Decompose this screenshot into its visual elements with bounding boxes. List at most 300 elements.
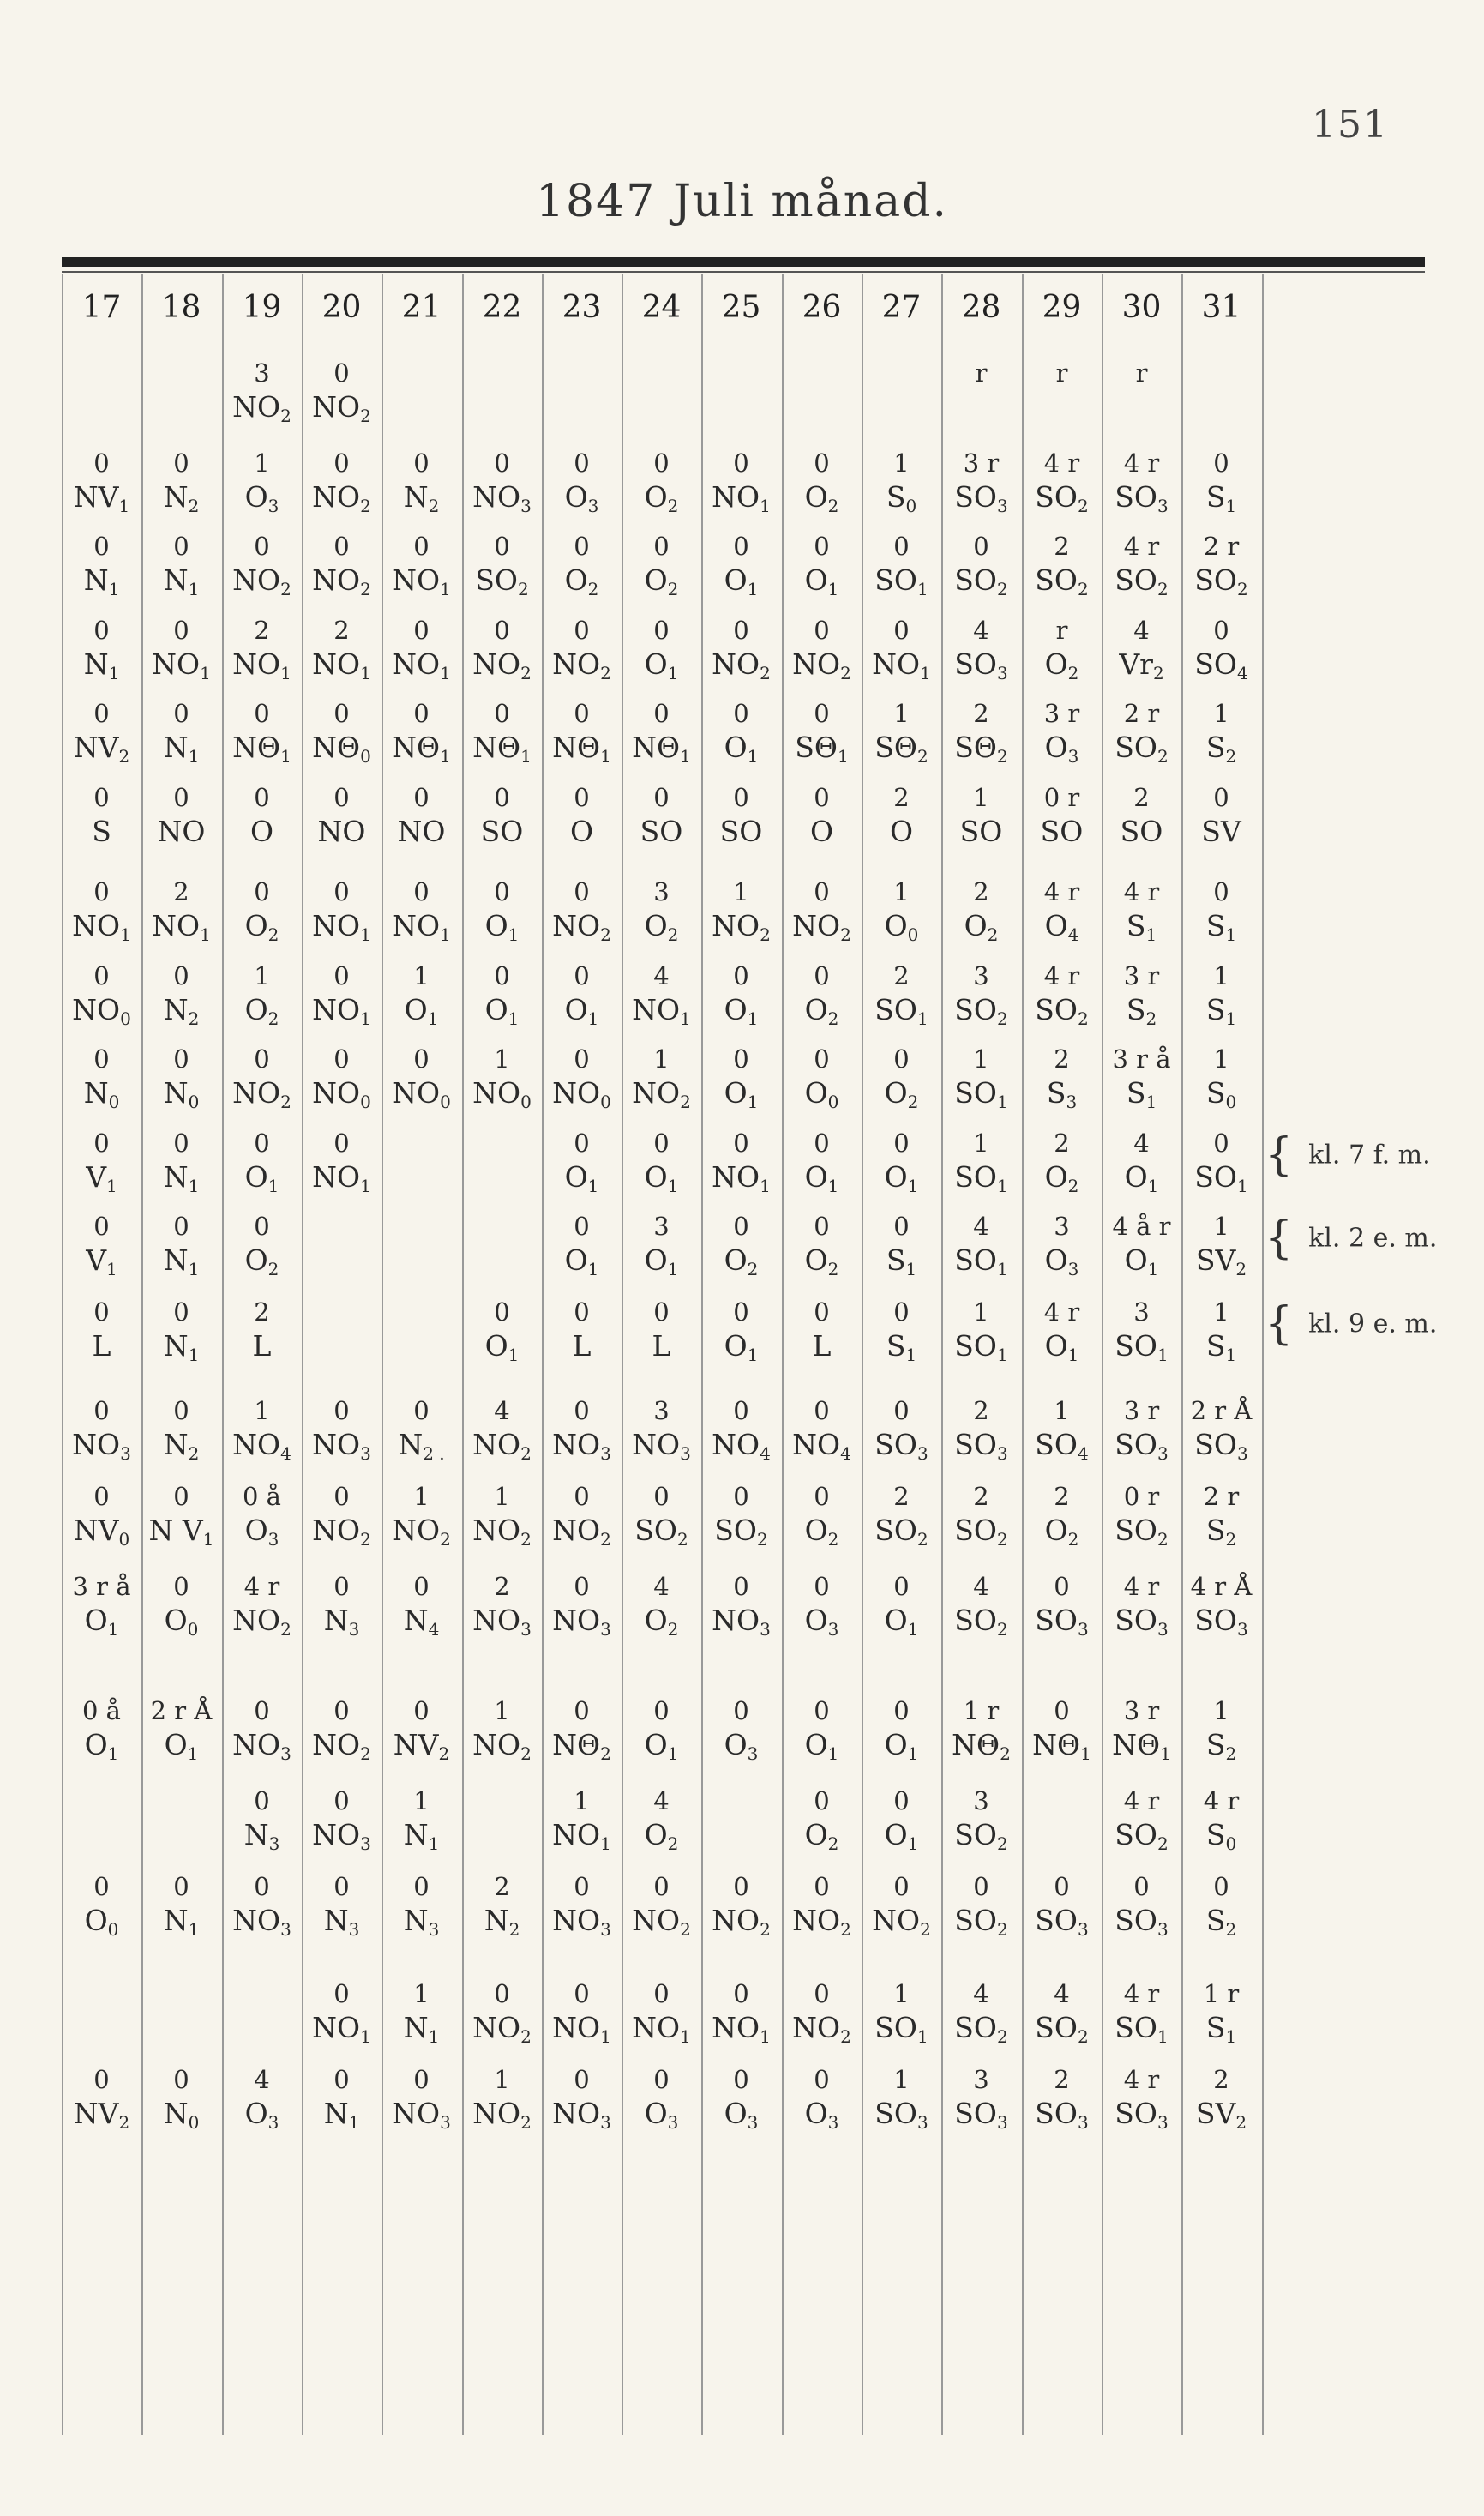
cell-code: $SO_3$ — [1194, 1604, 1248, 1640]
cell-strength: 0 — [653, 1979, 670, 2008]
cell-strength: 0 — [1213, 783, 1229, 812]
cell-code: $SO_2$ — [954, 1818, 1008, 1854]
cell-code: $NV_2$ — [393, 1728, 450, 1764]
cell-code: $NO_2$ — [472, 2011, 532, 2047]
cell-strength: 0 — [1054, 1872, 1070, 1901]
observation-cell — [302, 780, 382, 849]
observation-cell — [462, 1479, 542, 1548]
cell-code: $N_3$ — [403, 1904, 440, 1940]
cell-strength: 1 — [494, 1696, 510, 1725]
observation-cell — [302, 1042, 382, 1111]
cell-code: $NO_1$ — [712, 1160, 771, 1196]
observation-cell — [62, 1393, 141, 1462]
observation-cell — [1022, 1295, 1102, 1363]
cell-strength: 0 — [653, 699, 670, 728]
observation-cell — [701, 780, 781, 849]
cell-strength: 0 — [333, 1786, 350, 1815]
observation-cell — [701, 1126, 781, 1195]
cell-code: $NO_2$ — [312, 480, 371, 516]
observation-cell — [1022, 780, 1102, 849]
page-number: 151 — [1312, 103, 1389, 147]
observation-cell — [941, 1977, 1021, 2045]
cell-strength: 2 — [1054, 532, 1070, 561]
cell-strength: 4 r — [1123, 877, 1160, 906]
cell-strength: 0 — [814, 616, 830, 645]
observation-cell — [1102, 1479, 1181, 1548]
observation-cell — [1102, 1295, 1181, 1363]
cell-strength: 0 — [173, 616, 189, 645]
cell-code — [1102, 390, 1181, 424]
observation-cell — [222, 1295, 302, 1363]
cell-code: $NO_2$ — [792, 647, 851, 683]
cell-code: $O_1$ — [164, 1728, 199, 1764]
observation-cell — [62, 446, 141, 515]
observation-cell — [782, 613, 862, 682]
day-header: 20 — [321, 290, 362, 325]
cell-code: $N_0$ — [83, 1076, 120, 1112]
observation-cell — [62, 959, 141, 1027]
column-rule — [1262, 274, 1264, 2435]
cell-code: $O_2$ — [1044, 1514, 1079, 1550]
cell-strength: 0 — [494, 616, 510, 645]
observation-cell — [302, 2062, 382, 2131]
observation-cell — [941, 1784, 1021, 1852]
observation-cell — [462, 1869, 542, 1938]
observation-cell — [1022, 1479, 1102, 1548]
observation-cell — [941, 613, 1021, 682]
cell-strength: 0 — [333, 2065, 350, 2094]
cell-strength: 0 — [93, 448, 110, 478]
observation-cell — [462, 613, 542, 682]
cell-code: $N_1$ — [323, 2097, 360, 2133]
cell-code: $NO_2$ — [712, 909, 771, 945]
observation-cell — [941, 1869, 1021, 1938]
observation-cell — [382, 1393, 461, 1462]
cell-strength: 0 — [333, 1979, 350, 2008]
cell-code: $NO_3$ — [552, 1604, 611, 1640]
cell-code: $SO_3$ — [1194, 1428, 1248, 1464]
day-header: 30 — [1121, 290, 1162, 325]
cell-strength: 0 — [574, 2065, 590, 2094]
cell-code: $N\Theta_1$ — [232, 731, 291, 767]
observation-cell — [862, 613, 941, 682]
observation-cell — [862, 696, 941, 765]
brace-glyph: { — [1265, 1213, 1294, 1264]
cell-code: $O_2$ — [724, 1243, 759, 1279]
cell-strength: 3 — [1054, 1212, 1070, 1241]
cell-strength: 0 — [93, 1129, 110, 1158]
cell-code: $S_1$ — [886, 1243, 917, 1279]
observation-cell — [1022, 1126, 1102, 1195]
observation-cell — [782, 1784, 862, 1852]
cell-code: SO — [1120, 815, 1163, 848]
cell-strength: 1 — [1213, 699, 1229, 728]
observation-cell — [382, 1694, 461, 1762]
cell-strength: 0 — [814, 1979, 830, 2008]
cell-strength: 0 — [814, 1786, 830, 1815]
cell-strength: 0 — [413, 2065, 430, 2094]
observation-cell — [782, 875, 862, 943]
observation-cell — [622, 1977, 701, 2045]
cell-strength: 0 — [494, 699, 510, 728]
cell-code: NO — [317, 815, 366, 848]
cell-code: $SO_2$ — [1115, 1514, 1169, 1550]
observation-cell — [1181, 1784, 1261, 1852]
cell-code: O — [569, 815, 594, 848]
observation-cell — [1022, 1209, 1102, 1278]
cell-code: $NO_1$ — [312, 647, 371, 683]
cell-strength: 0 — [574, 1482, 590, 1511]
cell-code: $SO_3$ — [954, 1428, 1008, 1464]
observation-cell — [141, 613, 221, 682]
cell-code: $N_0$ — [163, 1076, 200, 1112]
cell-strength: 1 — [893, 448, 910, 478]
cell-strength: 0 — [814, 1129, 830, 1158]
cell-code: $O_1$ — [884, 1604, 919, 1640]
cell-strength: 0 — [814, 448, 830, 478]
observation-cell — [62, 1569, 141, 1638]
observation-cell — [1181, 1042, 1261, 1111]
page-title — [0, 176, 1484, 227]
cell-code: $O_2$ — [244, 993, 279, 1029]
cell-code: $O_1$ — [1124, 1160, 1159, 1196]
observation-cell — [941, 1694, 1021, 1762]
observation-cell — [141, 1569, 221, 1638]
cell-code: $O_1$ — [884, 1728, 919, 1764]
observation-cell — [302, 356, 382, 424]
observation-cell — [141, 1295, 221, 1363]
cell-strength: r — [1055, 358, 1068, 388]
cell-code: $S_1$ — [886, 1329, 917, 1365]
cell-code: $S_2$ — [1205, 1904, 1237, 1940]
observation-cell — [141, 696, 221, 765]
cell-strength: 0 — [333, 532, 350, 561]
cell-strength: 0 — [733, 448, 749, 478]
cell-strength: 2 — [1054, 1129, 1070, 1158]
cell-code: $O_1$ — [244, 1160, 279, 1196]
observation-cell — [141, 1869, 221, 1938]
observation-cell — [542, 1479, 622, 1548]
cell-code: $NO_2$ — [232, 563, 291, 599]
cell-code: $NO_2$ — [872, 1904, 931, 1940]
day-header: 26 — [802, 290, 842, 325]
observation-cell — [941, 1393, 1021, 1462]
cell-strength: 3 r — [1043, 699, 1080, 728]
cell-code: $N_2$ — [484, 1904, 520, 1940]
cell-strength: 0 — [254, 532, 270, 561]
cell-strength: 0 — [893, 1212, 910, 1241]
cell-code: $NO_2$ — [472, 2097, 532, 2133]
cell-code: $NO_3$ — [232, 1728, 291, 1764]
observation-cell — [382, 1869, 461, 1938]
cell-strength: 0 — [413, 877, 430, 906]
cell-strength: 0 — [333, 448, 350, 478]
observation-cell — [462, 696, 542, 765]
observation-cell — [62, 1209, 141, 1278]
cell-strength: 0 — [973, 532, 989, 561]
cell-strength: 0 — [93, 1044, 110, 1074]
cell-code: $SO_2$ — [954, 993, 1008, 1029]
cell-strength: 2 r Å — [150, 1696, 213, 1725]
cell-code: $NV_2$ — [73, 731, 130, 767]
cell-code: $N_2$ — [163, 1428, 200, 1464]
title-month: Juli månad. — [673, 176, 949, 227]
cell-strength: 4 r — [1123, 532, 1160, 561]
cell-strength: 0 — [93, 877, 110, 906]
cell-strength: 0 — [173, 1212, 189, 1241]
cell-code: $SO_3$ — [954, 480, 1008, 516]
cell-code: $SO_2$ — [1035, 2011, 1089, 2047]
cell-code: $O_3$ — [1044, 731, 1079, 767]
observation-cell — [1102, 1784, 1181, 1852]
observation-cell — [782, 2062, 862, 2131]
cell-code: $NO_1$ — [312, 993, 371, 1029]
cell-strength: 0 å — [243, 1482, 281, 1511]
cell-strength: 0 — [733, 616, 749, 645]
cell-code: $S_1$ — [1126, 1076, 1157, 1112]
cell-code: $SO_2$ — [954, 2011, 1008, 2047]
observation-cell — [222, 1569, 302, 1638]
cell-code: $O_1$ — [1044, 1329, 1079, 1365]
cell-code: $N_3$ — [323, 1604, 360, 1640]
observation-cell — [782, 1126, 862, 1195]
cell-code: $S_1$ — [1205, 993, 1237, 1029]
cell-code: $NO_1$ — [312, 1160, 371, 1196]
observation-cell — [542, 1569, 622, 1638]
observation-cell — [701, 529, 781, 598]
cell-code: $NO_1$ — [872, 647, 931, 683]
observation-cell — [622, 1209, 701, 1278]
cell-strength: 1 — [893, 877, 910, 906]
observation-cell — [622, 1393, 701, 1462]
cell-strength: 0 — [814, 877, 830, 906]
cell-code: $SV_2$ — [1195, 2097, 1247, 2133]
observation-cell — [222, 1209, 302, 1278]
observation-cell — [1022, 1977, 1102, 2045]
observation-cell — [941, 1209, 1021, 1278]
observation-cell — [62, 1295, 141, 1363]
cell-code: $S\Theta_2$ — [954, 731, 1008, 767]
cell-strength: 0 — [814, 961, 830, 990]
observation-cell — [382, 1569, 461, 1638]
cell-strength: 0 — [1213, 877, 1229, 906]
cell-code: $O_1$ — [644, 1160, 679, 1196]
observation-cell — [62, 1126, 141, 1195]
cell-strength: 0 — [814, 1572, 830, 1601]
cell-code: $SO_1$ — [1115, 2011, 1169, 2047]
cell-strength: 0 — [494, 448, 510, 478]
cell-code: $NO_3$ — [232, 1904, 291, 1940]
observation-cell — [782, 1569, 862, 1638]
observation-cell — [941, 1479, 1021, 1548]
cell-strength: r — [975, 358, 988, 388]
cell-strength: 0 — [93, 1297, 110, 1327]
cell-strength: 0 — [93, 1482, 110, 1511]
cell-code: $SO_1$ — [874, 563, 928, 599]
cell-strength: 0 — [733, 1872, 749, 1901]
cell-code: $SO_2$ — [874, 1514, 928, 1550]
observation-cell — [222, 959, 302, 1027]
cell-strength: 2 — [1054, 2065, 1070, 2094]
cell-code: $N\Theta_1$ — [472, 731, 532, 767]
cell-code: $NO_2$ — [472, 1728, 532, 1764]
cell-code: $O_2$ — [1044, 647, 1079, 683]
observation-cell — [382, 1784, 461, 1852]
cell-strength: 0 — [494, 1297, 510, 1327]
cell-strength: 0 — [574, 1396, 590, 1425]
observation-cell — [622, 1869, 701, 1938]
cell-code: $NO_0$ — [312, 1076, 371, 1112]
cell-code: $NO_3$ — [712, 1604, 771, 1640]
cell-strength: 0 — [254, 1044, 270, 1074]
cell-strength: 0 — [333, 1129, 350, 1158]
cell-code: $S_1$ — [1205, 480, 1237, 516]
cell-code: $O_1$ — [804, 563, 839, 599]
cell-strength: 0 — [733, 961, 749, 990]
observation-cell — [1181, 613, 1261, 682]
cell-strength: 2 — [254, 616, 270, 645]
cell-code: SO — [640, 815, 683, 848]
day-header: 25 — [721, 290, 761, 325]
observation-cell — [1022, 959, 1102, 1027]
cell-strength: 0 — [574, 783, 590, 812]
day-header: 18 — [161, 290, 201, 325]
cell-code: $O_3$ — [244, 1514, 279, 1550]
cell-strength: 0 — [653, 1482, 670, 1511]
cell-code: $NO_2$ — [552, 909, 611, 945]
cell-code: $SO_2$ — [954, 1904, 1008, 1940]
cell-code: $O_2$ — [244, 1243, 279, 1279]
observation-cell — [222, 2062, 302, 2131]
cell-strength: 0 — [173, 1396, 189, 1425]
cell-strength: 0 — [1054, 1696, 1070, 1725]
cell-code: $N_1$ — [83, 647, 120, 683]
cell-strength: 1 — [1213, 1696, 1229, 1725]
observation-cell — [622, 1479, 701, 1548]
cell-strength: 1 — [1054, 1396, 1070, 1425]
cell-code: $O_2$ — [244, 909, 279, 945]
cell-strength: 0 — [1213, 1872, 1229, 1901]
cell-strength: 0 — [413, 1044, 430, 1074]
observation-cell — [222, 1694, 302, 1762]
cell-code: $N\Theta_1$ — [632, 731, 691, 767]
cell-strength: 0 — [333, 783, 350, 812]
observation-cell — [141, 1126, 221, 1195]
cell-code: $S_2$ — [1205, 1514, 1237, 1550]
cell-code: $O_1$ — [484, 909, 520, 945]
cell-strength: 2 — [893, 1482, 910, 1511]
day-header: 31 — [1201, 290, 1241, 325]
observation-cell — [1102, 446, 1181, 515]
observation-cell — [1102, 1126, 1181, 1195]
cell-strength: 0 — [413, 532, 430, 561]
observation-cell — [382, 959, 461, 1027]
cell-code: $SO_3$ — [1035, 1604, 1089, 1640]
cell-code: $NO_1$ — [392, 563, 451, 599]
cell-strength: 0 — [733, 1297, 749, 1327]
cell-code: $NO_3$ — [392, 2097, 451, 2133]
observation-cell — [542, 1869, 622, 1938]
observation-cell — [141, 959, 221, 1027]
cell-strength: 1 r — [1203, 1979, 1240, 2008]
cell-strength: 0 — [973, 1872, 989, 1901]
cell-strength: 0 — [173, 1572, 189, 1601]
cell-strength: 0 — [1213, 616, 1229, 645]
cell-code: $SO_2$ — [634, 1514, 688, 1550]
cell-strength: 0 — [333, 877, 350, 906]
cell-code: $O_1$ — [724, 731, 759, 767]
cell-code: $NO_2$ — [232, 390, 291, 426]
observation-cell — [462, 446, 542, 515]
cell-code: $SO_3$ — [1115, 480, 1169, 516]
observation-cell — [222, 1479, 302, 1548]
cell-strength: 3 r — [963, 448, 1000, 478]
observation-cell — [701, 1977, 781, 2045]
cell-code: $S_2$ — [1126, 993, 1157, 1029]
observation-cell — [462, 959, 542, 1027]
observation-cell — [701, 1393, 781, 1462]
observation-cell — [1102, 529, 1181, 598]
cell-code: $O_2$ — [804, 480, 839, 516]
cell-strength: 0 — [1213, 1129, 1229, 1158]
cell-code: L — [92, 1329, 111, 1363]
observation-cell — [701, 1694, 781, 1762]
cell-code: $SO_2$ — [1194, 563, 1248, 599]
cell-code: NO — [157, 815, 206, 848]
observation-cell — [1181, 875, 1261, 943]
cell-code: $NO_4$ — [712, 1428, 771, 1464]
cell-code: $O_2$ — [644, 480, 679, 516]
observation-cell — [1022, 1393, 1102, 1462]
cell-strength: 0 — [733, 2065, 749, 2094]
cell-code: $S_0$ — [1205, 1076, 1237, 1112]
cell-code: $SO_1$ — [954, 1160, 1008, 1196]
observation-cell — [382, 1042, 461, 1111]
cell-strength: 0 — [173, 699, 189, 728]
observation-cell — [862, 875, 941, 943]
cell-strength: 0 — [574, 1129, 590, 1158]
observation-cell — [382, 1479, 461, 1548]
cell-code: $SO_3$ — [1115, 1604, 1169, 1640]
day-header: 21 — [401, 290, 442, 325]
cell-strength: 0 — [173, 1297, 189, 1327]
observation-cell — [862, 1784, 941, 1852]
cell-strength: 0 — [893, 1044, 910, 1074]
cell-strength: 0 — [254, 1872, 270, 1901]
observation-cell — [302, 1869, 382, 1938]
cell-strength: 4 r — [243, 1572, 280, 1601]
cell-code: $N_1$ — [163, 1904, 200, 1940]
cell-strength: 0 — [93, 783, 110, 812]
cell-strength: 2 — [973, 699, 989, 728]
cell-strength: 0 — [574, 1297, 590, 1327]
cell-strength: 1 — [413, 961, 430, 990]
cell-code: $V_1$ — [86, 1160, 117, 1196]
observation-cell — [1181, 1479, 1261, 1548]
cell-code: O — [809, 815, 834, 848]
observation-cell — [382, 1977, 461, 2045]
observation-cell — [1102, 1569, 1181, 1638]
cell-code: $SO_2$ — [954, 1604, 1008, 1640]
observation-cell — [462, 780, 542, 849]
cell-strength: 4 — [1133, 1129, 1150, 1158]
time-annotation — [1265, 1213, 1438, 1264]
observation-cell — [941, 446, 1021, 515]
cell-strength: 4 å r — [1112, 1212, 1171, 1241]
observation-cell — [141, 2062, 221, 2131]
cell-strength: 0 — [93, 532, 110, 561]
cell-strength: 0 — [653, 1129, 670, 1158]
